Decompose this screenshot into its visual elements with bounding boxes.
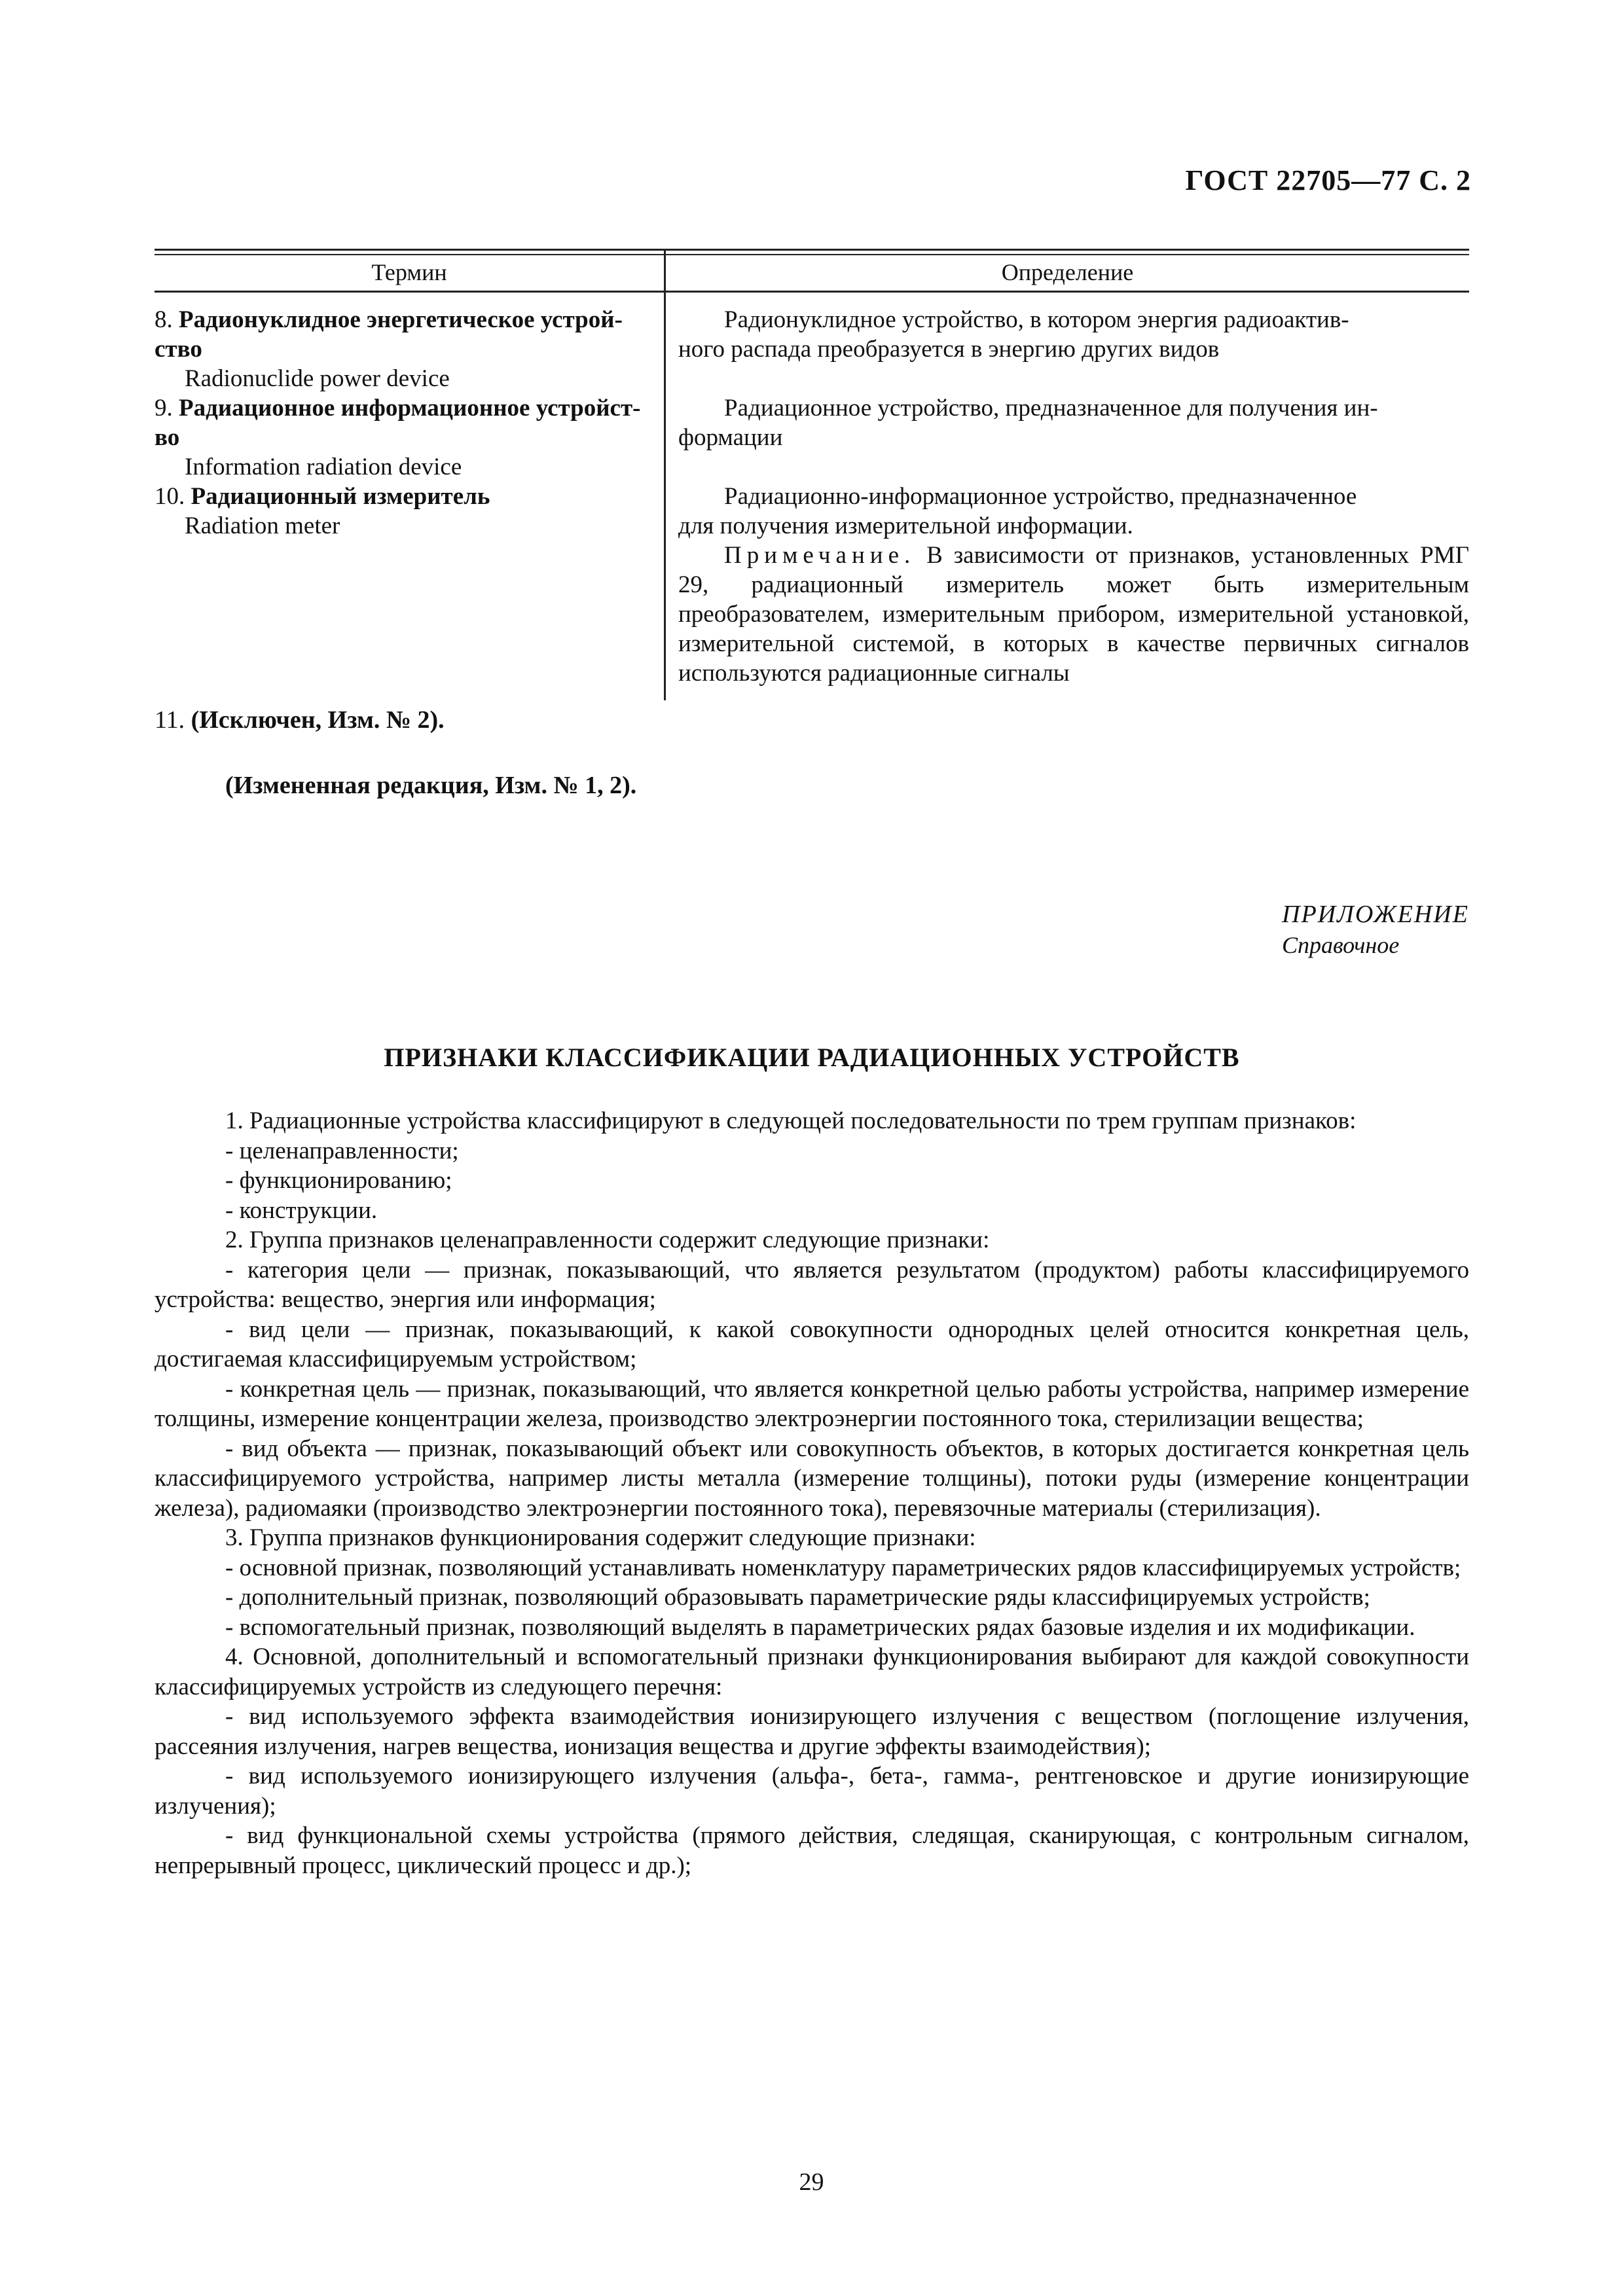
excluded-num: 11.	[155, 706, 185, 734]
paragraph: 4. Основной, дополнительный и вспомогательный признаки функционирования выбирают для каждой совокупности классифицируемых устройств из следующего перечня:	[155, 1643, 1469, 1700]
paragraph: - вид объекта — признак, показывающий объект или совокупность объектов, в которых достигается конкретная цель классифицируемого устройства, например листы металла (измерение толщины), потоки руды (измерение концентрации железа), радиомаяки (производство электроэнергии постоянного тока), перевязочные материалы (стерилизация).	[155, 1435, 1469, 1522]
term-10	[155, 482, 659, 541]
paragraph: 3. Группа признаков функционирования содержит следующие признаки:	[225, 1524, 976, 1551]
note-text: В зависимости от признаков, установленных РМГ 29, радиационный измеритель может быть измерительным преобразователем, измерительным прибором, измерительной установкой, измерительной системой, в которых в качестве первичных сигналов используются радиационные сигналы	[678, 542, 1469, 687]
term-num: 8.	[155, 306, 173, 333]
excluded-item	[155, 706, 445, 734]
definition-9	[678, 393, 1469, 452]
body-text	[155, 1106, 1469, 1880]
paragraph: - вид функциональной схемы устройства (прямого действия, следящая, сканирующая, с контрольным сигналом, непрерывный процесс, циклический процесс и др.);	[155, 1822, 1469, 1879]
paragraph: - конкретная цель — признак, показывающий, что является конкретной целью работы устройства, например измерение толщины, измерение концентрации железа, производство электроэнергии постоянного тока, стерилизации вещества;	[155, 1375, 1469, 1432]
appendix-subtitle: Справочное	[1282, 932, 1400, 958]
definition-line: Радиационное устройство, предназначенное для получения ин-	[724, 395, 1378, 422]
term-num: 9.	[155, 395, 173, 422]
term-ru: Радиационное информационное устройст-	[179, 395, 641, 422]
paragraph: - вид используемого ионизирующего излучения (альфа-, бета-, гамма-, рентгеновское и другие ионизирующие излучения);	[155, 1763, 1469, 1820]
term-ru-cont: ство	[155, 336, 202, 363]
table-header-rule	[155, 291, 1469, 293]
term-ru-cont: во	[155, 424, 180, 451]
term-ru: Радионуклидное энергетическое устрой-	[179, 306, 623, 333]
table-top-rule	[155, 249, 1469, 251]
paragraph: 1. Радиационные устройства классифицируют в следующей последовательности по трем группам признаков:	[225, 1107, 1357, 1134]
section-title: ПРИЗНАКИ КЛАССИФИКАЦИИ РАДИАЦИОННЫХ УСТРОЙСТВ	[384, 1043, 1240, 1072]
term-en: Information radiation device	[185, 454, 462, 480]
paragraph: - вид используемого эффекта взаимодействия ионизирующего излучения с веществом (поглощение излучения, рассеяния излучения, нагрев вещества, ионизация вещества и другие эффекты взаимодействия);	[155, 1703, 1469, 1760]
term-num: 10.	[155, 483, 185, 510]
paragraph: - вид цели — признак, показывающий, к какой совокупности однородных целей относится конкретная цель, достигаемая классифицируемым устройством;	[155, 1316, 1469, 1372]
definition-line: для получения измерительной информации.	[678, 512, 1133, 539]
definition-line: Радиационно-информационное устройство, предназначенное	[724, 483, 1357, 510]
paragraph: 2. Группа признаков целенаправленности содержит следующие признаки:	[225, 1227, 990, 1253]
paragraph: - целенаправленности;	[225, 1137, 459, 1164]
amended-note: (Измененная редакция, Изм. № 1, 2).	[225, 772, 637, 799]
definition-line: Радионуклидное устройство, в котором энергия радиоактив-	[724, 306, 1349, 333]
paragraph: - дополнительный признак, позволяющий образовывать параметрические ряды классифицируемых устройств;	[225, 1584, 1370, 1611]
definition-line: формации	[678, 424, 783, 451]
document-code: ГОСТ 22705—77 С. 2	[1185, 164, 1471, 196]
definition-note	[678, 541, 1469, 688]
paragraph: - конструкции.	[225, 1196, 378, 1224]
term-ru: Радиационный измеритель	[191, 483, 490, 510]
paragraph: - основной признак, позволяющий устанавливать номенклатуру параметрических рядов классифицируемых устройств;	[225, 1554, 1461, 1581]
paragraph: - вспомогательный признак, позволяющий выделять в параметрических рядах базовые изделия и их модификации.	[225, 1613, 1415, 1641]
definition-line: ного распада преобразуется в энергию других видов	[678, 336, 1220, 363]
page-number: 29	[799, 2168, 824, 2196]
definition-10	[678, 482, 1469, 688]
appendix-title: ПРИЛОЖЕНИЕ	[1282, 901, 1469, 928]
paragraph: - категория цели — признак, показывающий, что является результатом (продуктом) работы классифицируемого устройства: вещество, энергия или информация;	[155, 1256, 1469, 1313]
header-definition: Определение	[1001, 259, 1134, 285]
excluded-text: (Исключен, Изм. № 2).	[191, 706, 445, 734]
term-9	[155, 393, 659, 482]
term-en: Radionuclide power device	[185, 365, 450, 392]
definition-8	[678, 305, 1469, 364]
term-8	[155, 305, 659, 393]
paragraph: - функционированию;	[225, 1167, 452, 1194]
table-column-divider	[664, 249, 666, 700]
note-label: Примечание.	[724, 542, 916, 569]
header-term: Термин	[371, 259, 447, 285]
term-en: Radiation meter	[185, 512, 340, 539]
